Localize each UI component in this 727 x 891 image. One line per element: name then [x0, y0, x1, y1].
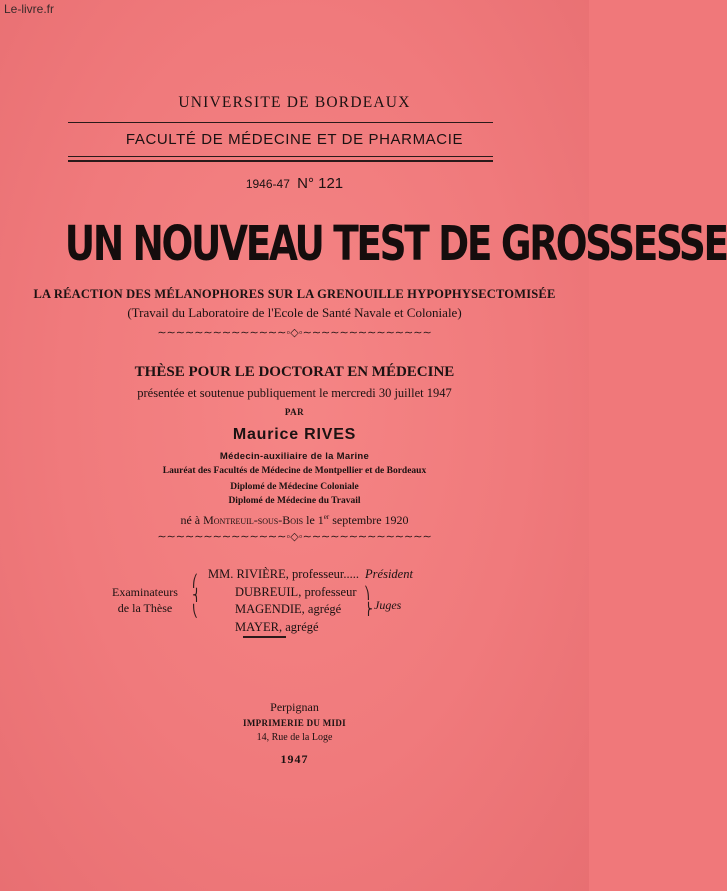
jury-member — [208, 566, 413, 584]
brace-left: ⎨ — [192, 588, 201, 602]
thesis-heading: THÈSE POUR LE DOCTORAT EN MÉDECINE — [134, 364, 455, 380]
jury-name: MM. RIVIÈRE, professeur..... — [208, 567, 360, 581]
publication-year: 1947 — [280, 752, 309, 766]
juges-label: Juges — [374, 598, 402, 612]
thesis-no: N° 121 — [297, 175, 344, 192]
document-subtitle: LA RÉACTION DES MÉLANOPHORES SUR LA GRENOUILLE HYPOPHYSECTOMISÉE — [33, 287, 556, 301]
birth-date: septembre 1920 — [329, 513, 409, 527]
brace-left: ⎝ — [192, 604, 198, 618]
thesis-presented: présentée et soutenue publiquement le mercredi 30 juillet 1947 — [137, 386, 452, 400]
author-credential: Médecin-auxiliaire de la Marine — [219, 451, 370, 462]
birth-sup: er — [323, 513, 330, 521]
brace-right: ⎬ — [364, 602, 373, 616]
header-rule-top — [68, 122, 493, 123]
author-credential: Diplomé de Médecine Coloniale — [230, 482, 359, 492]
jury-name: DUBREUIL, professeur — [235, 584, 357, 599]
header-rule-bottom — [68, 160, 493, 162]
author-name: Maurice RIVES — [232, 426, 357, 443]
document-title: UN NOUVEAU TEST DE GROSSESSE — [64, 216, 727, 272]
document-subtitle-2: (Travail du Laboratoire de l'Ecole de Santé Navale et Coloniale) — [127, 305, 462, 320]
birth-place: Montreuil-sous-Bois — [203, 513, 304, 527]
examiners-label-line: Examinateurs — [112, 585, 178, 599]
faculty-name: FACULTÉ DE MÉDECINE ET DE PHARMACIE — [125, 131, 464, 148]
thesis-year: 1946-47 — [245, 177, 290, 191]
author-credential: Lauréat des Facultés de Médecine de Montpellier et de Bordeaux — [162, 466, 427, 476]
ornament-divider-1: ∼∼∼∼∼∼∼∼∼∼∼∼∼∼◦◇◦∼∼∼∼∼∼∼∼∼∼∼∼∼∼ — [157, 327, 432, 339]
jury-member — [208, 619, 413, 637]
author-birth — [0, 513, 589, 528]
publisher-printer: IMPRIMERIE DU MIDI — [243, 718, 346, 728]
publisher-city: Perpignan — [270, 700, 319, 714]
brace-right: ⎞ — [364, 586, 370, 600]
university-name: UNIVERSITE DE BORDEAUX — [178, 94, 411, 111]
thesis-number — [0, 175, 589, 192]
examiners-label — [100, 584, 190, 616]
birth-prefix: né à — [180, 513, 204, 527]
jury-name: MAYER, agrégé — [235, 619, 319, 634]
thesis-par: PAR — [284, 407, 305, 417]
jury-rule — [243, 636, 286, 638]
jury-name: MAGENDIE, agrégé — [235, 602, 342, 616]
publisher-address: 14, Rue de la Loge — [256, 732, 333, 743]
author-credential: Diplomé de Médecine du Travail — [228, 496, 361, 506]
birth-mid: le 1 — [303, 513, 324, 527]
examiners-label-line: de la Thèse — [117, 601, 173, 615]
header-rule-middle — [68, 156, 493, 157]
brace-left: ⎛ — [192, 574, 198, 588]
watermark: Le-livre.fr — [4, 2, 55, 16]
jury-role: Président — [365, 567, 413, 581]
ornament-divider-2: ∼∼∼∼∼∼∼∼∼∼∼∼∼∼◦◇◦∼∼∼∼∼∼∼∼∼∼∼∼∼∼ — [157, 531, 432, 543]
